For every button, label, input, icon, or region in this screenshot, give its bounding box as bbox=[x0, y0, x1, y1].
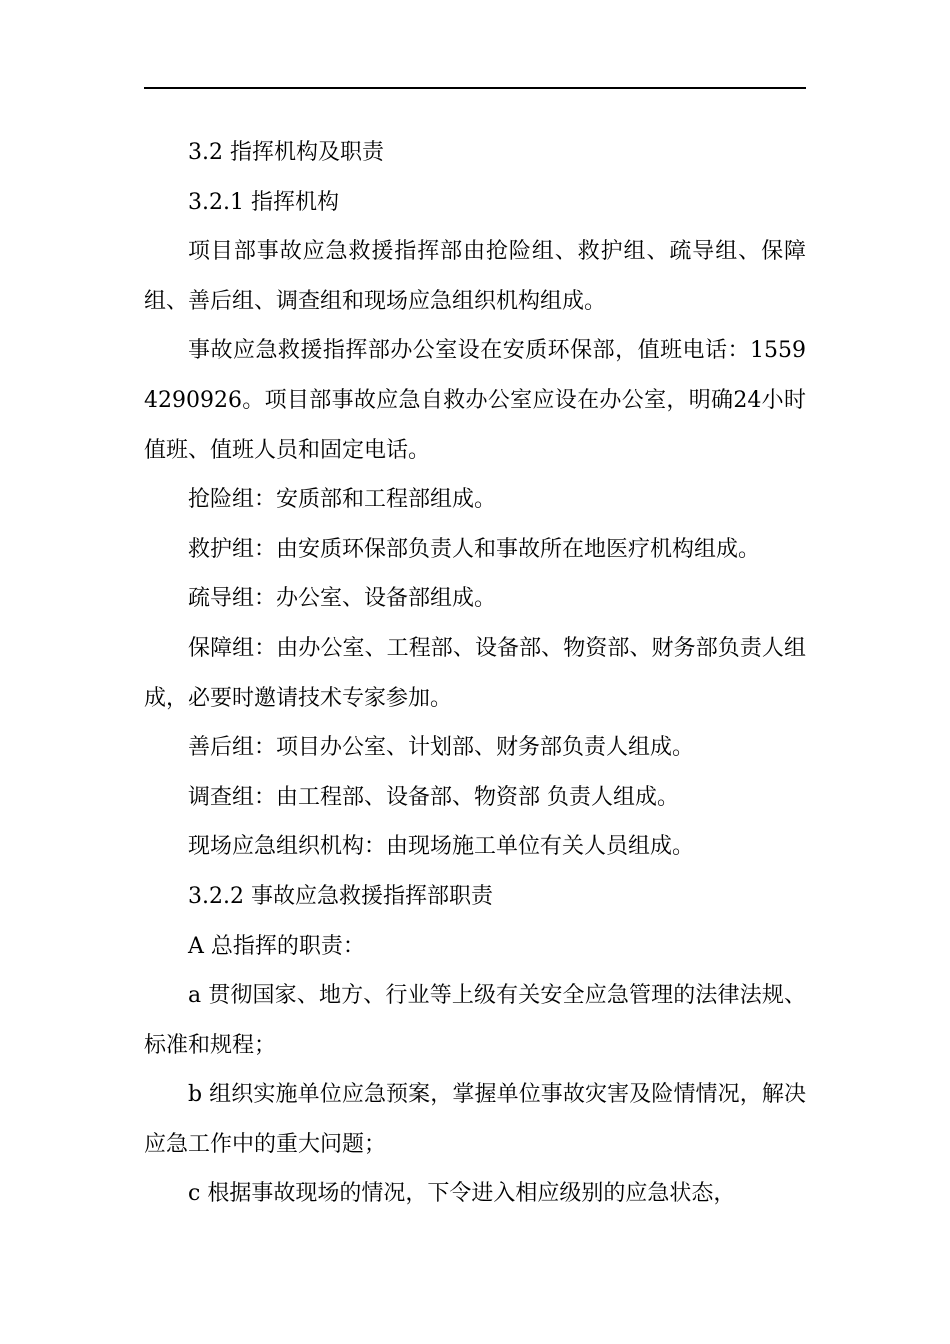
subsection-heading-3-2-2: 3.2.2 事故应急救援指挥部职责 bbox=[188, 883, 493, 909]
list-item-b: b 组织实施单位应急预案，掌握单位事故灾害及险情情况，解决应急工作中的重大问题； bbox=[144, 1082, 806, 1157]
paragraph-onsite-organization: 现场应急组织机构：由现场施工单位有关人员组成。 bbox=[188, 834, 695, 860]
list-item-c: c 根据事故现场的情况，下令进入相应级别的应急状态， bbox=[188, 1181, 736, 1207]
subsection-heading-3-2-1: 3.2.1 指挥机构 bbox=[188, 189, 339, 215]
document-body bbox=[144, 128, 806, 1219]
paragraph-commander-duties: A 总指挥的职责： bbox=[188, 933, 365, 959]
header-rule bbox=[144, 87, 806, 89]
paragraph-investigation-group: 调查组：由工程部、设备部、物资部 负责人组成。 bbox=[188, 784, 679, 810]
paragraph-aftermath-group: 善后组：项目办公室、计划部、财务部负责人组成。 bbox=[188, 735, 695, 761]
paragraph-office-phone: 事故应急救援指挥部办公室设在安质环保部，值班电话：15594290926。项目部事故应急自救办公室应设在办公室，明确24小时值班、值班人员和固定电话。 bbox=[144, 338, 806, 463]
paragraph-support-group: 保障组：由办公室、工程部、设备部、物资部、财务部负责人组成，必要时邀请技术专家参加。 bbox=[144, 635, 806, 711]
paragraph-command-structure: 项目部事故应急救援指挥部由抢险组、救护组、疏导组、保障组、善后组、调查组和现场应急组织机构组成。 bbox=[144, 239, 806, 314]
paragraph-rescue-group: 抢险组：安质部和工程部组成。 bbox=[188, 487, 497, 513]
paragraph-medical-group: 救护组：由安质环保部负责人和事故所在地医疗机构组成。 bbox=[188, 536, 761, 562]
paragraph-evacuation-group: 疏导组：办公室、设备部组成。 bbox=[188, 586, 497, 612]
section-heading-3-2: 3.2 指挥机构及职责 bbox=[188, 140, 384, 165]
list-item-a: a 贯彻国家、地方、行业等上级有关安全应急管理的法律法规、标准和规程； bbox=[144, 983, 806, 1058]
